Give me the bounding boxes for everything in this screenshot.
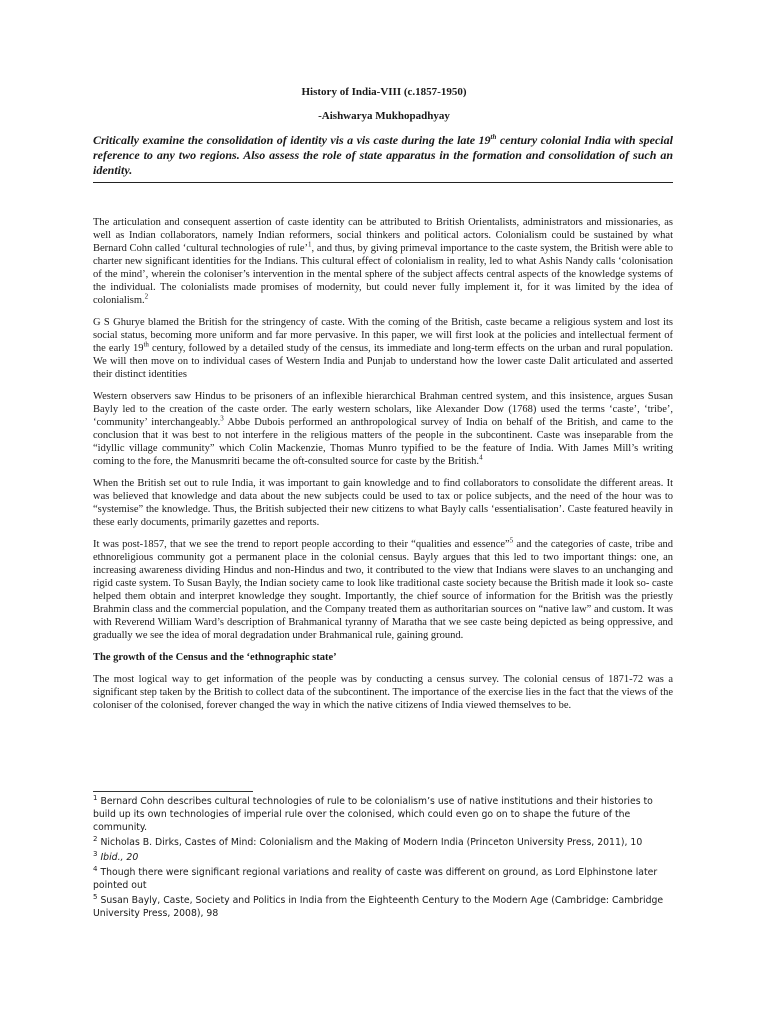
section-heading: The growth of the Census and the ‘ethnographic state’ xyxy=(93,652,337,663)
essay-body xyxy=(93,216,673,721)
footnote-1: $^1$ Bernard Cohn describes cultural technologies of rule to be colonialism’s use of native institutions and their histories to build up its own technologies of imperial rule over the colonised, which could even go on to shape the future of the community. xyxy=(93,793,653,833)
paragraph-6: The most logical way to get information of the people was by conducting a census survey. The colonial census of 1871-72 was a significant step taken by the British to collect data of the subcontinent. The importance of the exercise lies in the fact that the views of the coloniser of the colonised, forever changed the way in which the native citizens of India viewed themselves to be. xyxy=(93,674,673,711)
footnotes xyxy=(93,795,673,922)
footnote-2: $^2$ Nicholas B. Dirks, Castes of Mind: Colonialism and the Making of Modern India (Princeton University Press, 2011), 10 xyxy=(93,834,643,848)
paragraph-3: Western observers saw Hindus to be prisoners of an inflexible hierarchical Brahman centred system, and this insistence, argues Susan Bayly led to the creation of the caste order. The early western scholars, like Alexander Dow (1768) used the terms ‘caste’, ‘tribe’, ‘community’ interchangeably.$^3$ Abbe Dubois performed an anthropological survey of India on behalf of the British, and came to the conclusion that it was best to not interfere in the religious matters of the people in the subcontinent. Caste was inseparable from the “idyllic village community” which Colin Mackenzie, Thomas Munro typified to be the feature of India. With James Mill’s writing coming to the fore, the Manusmriti became the oft-consulted source for caste by the British.$^4$ xyxy=(93,391,673,467)
paragraph-2: G S Ghurye blamed the British for the stringency of caste. With the coming of the British, caste became a religious system and lost its social status, becoming more uniform and far more pervasive. In this paper, we will first look at the policies and intellectual ferment of the early 19th century, followed by a detailed study of the census, its immediate and long-term effects on the urban and rural population. We will then move on to individual cases of Western India and Punjab to understand how the lower caste Dalit articulated and asserted their distinct identities xyxy=(93,317,674,380)
footnote-5: $^5$ Susan Bayly, Caste, Society and Politics in India from the Eighteenth Century to the Modern Age (Cambridge: Cambridge University Press, 2008), 98 xyxy=(93,892,664,919)
footnote-4: $^4$ Though there were significant regional variations and reality of caste was different on ground, as Lord Elphinstone later pointed out xyxy=(93,864,658,891)
paragraph-4: When the British set out to rule India, it was important to gain knowledge and to find collaborators to consolidate the different areas. It was believed that knowledge and data about the new subjects could be used to tax or police subjects, and the need of the hour was to “systemise” the knowledge. Thus, the British subjected their new citizens to what Bayly calls ‘essentialisation’. Caste featured heavily in these early documents, primarily gazettes and reports. xyxy=(93,478,673,528)
course-title: History of India-VIII (c.1857-1950) xyxy=(301,86,467,98)
paragraph-5: It was post-1857, that we see the trend to report people according to their “qualities and essence”$^5$ and the categories of caste, tribe and ethnoreligious community got a permanent place in the colonial census. Bayly argues that this led to two important things: one, an increasing awareness dividing Hindus and non-Hindus and two, it contributed to the view that Indians were slaves to an unchanging and rigid caste system. To Susan Bayly, the Indian society came to look like traditional caste society because the British made it look so- caste helped them obtain and interpret knowledge they sought. Importantly, the chief source of information for the British was the priestly Brahmin class and the commercial population, and the Company treated them as authoritarian sources on “native law” and custom. It was with Reverend William Ward’s description of Brahmanical tyranny of Maratha that we see caste being depicted as being oppressive, and gradually we see the idea of moral degradation under Brahmanical rule, gaining ground. xyxy=(93,536,673,641)
essay-question: Critically examine the consolidation of identity vis a vis caste during the late 19th century colonial India with special reference to any two regions. Also assess the role of state apparatus in the formation and consolidation of such an identity. xyxy=(93,133,673,183)
author-name: -Aishwarya Mukhopadhyay xyxy=(318,110,450,122)
paragraph-1: The articulation and consequent assertion of caste identity can be attributed to British Orientalists, administrators and missionaries, as well as Indian collaborators, namely Indian reformers, social thinkers and political actors. Colonialism could be sustained by what Bernard Cohn called ‘cultural technologies of rule’$^1$, and thus, by giving primeval importance to the caste system, the British were able to charter new significant identities for the Indians. This cultural effect of colonialism in reality, led to what Ashis Nandy calls ‘colonisation of the mind’, wherein the coloniser’s intervention in the mental sphere of the subject affects central aspects of the knowledge systems of the individual. The colonialists made promises of modernity, but could never fully implement it, for it was limited by the idea of colonialism.$^2$ xyxy=(93,217,673,306)
footnote-3: $^3$ Ibid., 20 xyxy=(93,849,139,863)
footnote-divider xyxy=(93,791,253,792)
